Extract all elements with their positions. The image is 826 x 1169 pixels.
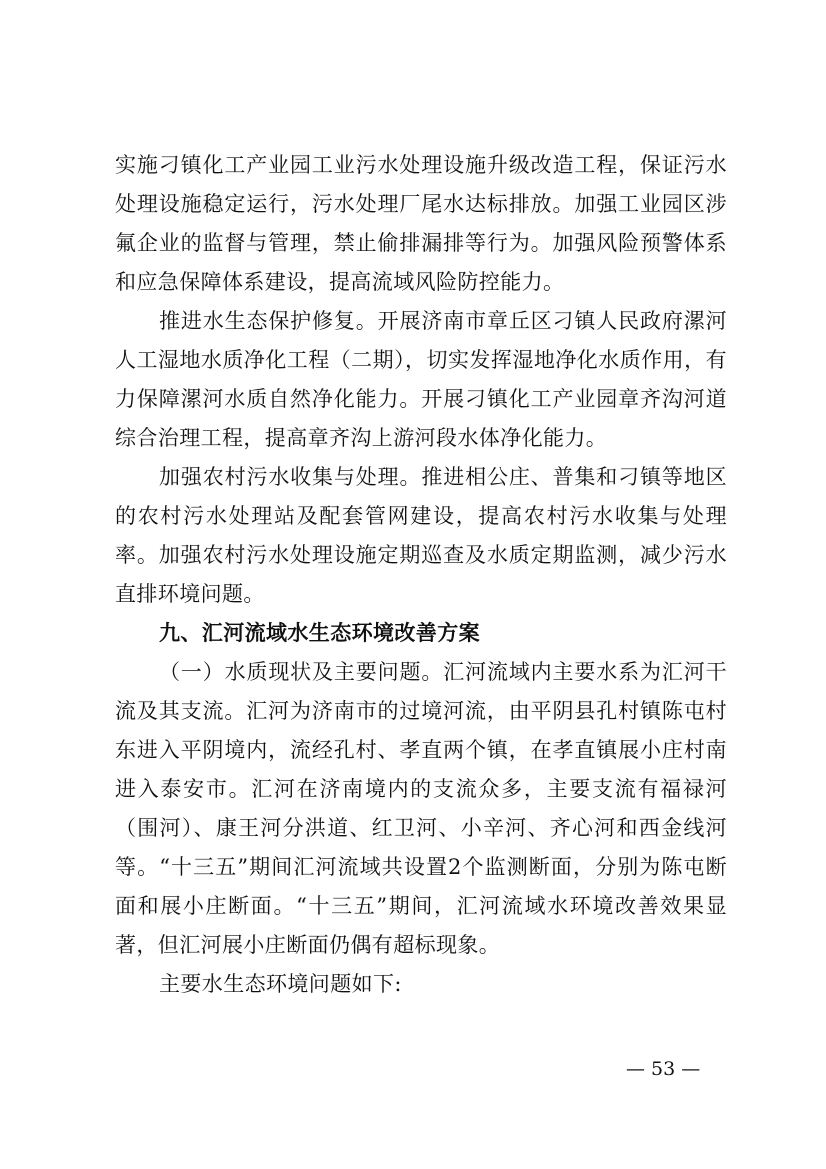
page-number: — 53 — bbox=[626, 1058, 701, 1080]
paragraph-problems-intro: 主要水生态环境问题如下: bbox=[159, 972, 402, 996]
paragraph-water-quality-status: （一）水质现状及主要问题。汇河流域内主要水系为汇河干流及其支流。汇河为济南市的过境河流，由平阴县孔村镇陈屯村东进入平阴境内，流经孔村、孝直两个镇，在孝直镇展小庄村南进入泰安市。汇河在济南境内的支流众多，主要支流有福禄河（围河）、康王河分洪道、红卫河、小辛河、齐心河和西金线河等。“十三五”期间汇河流域共设置2个监测断面，分别为陈屯断面和展小庄断面。“十三五”期间，汇河流域水环境改善效果显著，但汇河展小庄断面仍偶有超标现象。 bbox=[115, 660, 727, 957]
page-body bbox=[115, 146, 727, 1004]
paragraph-industrial-sewage: 实施刁镇化工产业园工业污水处理设施升级改造工程，保证污水处理设施稳定运行，污水处理厂尾水达标排放。加强工业园区涉氟企业的监督与管理，禁止偷排漏排等行为。加强风险预警体系和应急保障体系建设，提高流域风险防控能力。 bbox=[115, 153, 727, 294]
paragraph-ecological-restoration: 推进水生态保护修复。开展济南市章丘区刁镇人民政府漯河人工湿地水质净化工程（二期），切实发挥湿地净化水质作用，有力保障漯河水质自然净化能力。开展刁镇化工产业园章齐沟河道综合治理工程，提高章齐沟上游河段水体净化能力。 bbox=[115, 309, 727, 450]
section-heading: 九、汇河流域水生态环境改善方案 bbox=[159, 621, 480, 645]
paragraph-rural-sewage: 加强农村污水收集与处理。推进相公庄、普集和刁镇等地区的农村污水处理站及配套管网建设，提高农村污水收集与处理率。加强农村污水处理设施定期巡查及水质定期监测，减少污水直排环境问题。 bbox=[115, 465, 727, 606]
